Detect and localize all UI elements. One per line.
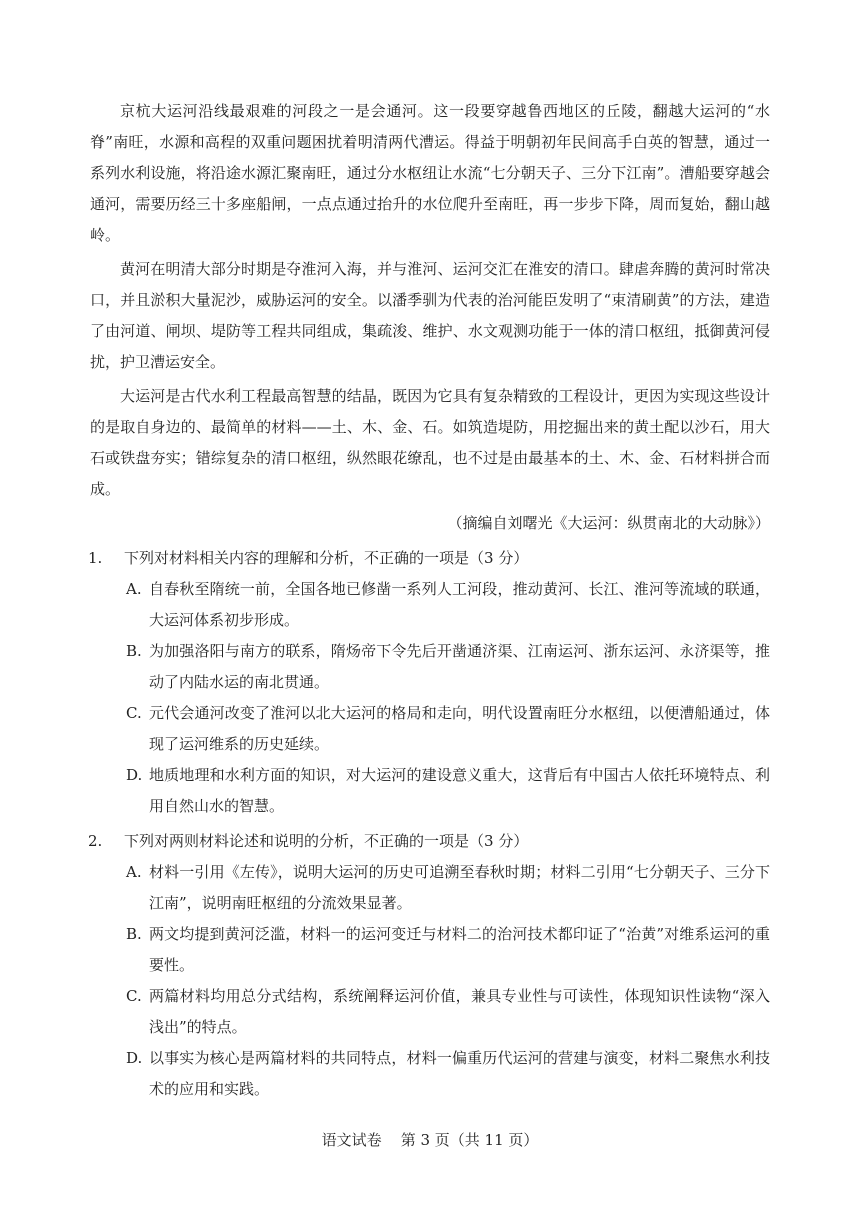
option-label: D. xyxy=(126,766,143,784)
option-text: 两文均提到黄河泛滥，材料一的运河变迁与材料二的治河技术都印证了“治黄”对维系运河的重要性。 xyxy=(149,925,770,974)
option-label: A. xyxy=(126,863,142,881)
option-label: A. xyxy=(126,580,142,598)
option-c xyxy=(126,698,770,760)
option-d xyxy=(126,1043,770,1105)
page-footer xyxy=(0,1130,860,1150)
passage-paragraph-3: 大运河是古代水利工程最高智慧的结晶，既因为它具有复杂精致的工程设计，更因为实现这些设计的是取自身边的、最简单的材料——土、木、金、石。如筑造堤防，用挖掘出来的黄土配以沙石，用大石或铁盘夯实；错综复杂的清口枢纽，纵然眼花缭乱，也不过是由最基本的土、木、金、石材料拼合而成。 xyxy=(90,387,770,498)
footer-subject: 语文试卷 xyxy=(321,1131,382,1149)
option-a xyxy=(126,574,770,636)
option-label: C. xyxy=(126,704,142,722)
option-label: C. xyxy=(126,987,142,1005)
passage-source: （摘编自刘曙光《大运河：纵贯南北的大动脉》） xyxy=(447,514,770,532)
question-number: 2. xyxy=(88,832,103,850)
option-label: D. xyxy=(126,1049,143,1067)
passage-paragraph-2: 黄河在明清大部分时期是夺淮河入海，并与淮河、运河交汇在淮安的清口。肆虐奔腾的黄河时常决口，并且淤积大量泥沙，威胁运河的安全。以潘季驯为代表的治河能臣发明了“束清刷黄”的方法，建造了由河道、闸坝、堤防等工程共同组成，集疏浚、维护、水文观测功能于一体的清口枢纽，抵御黄河侵扰，护卫漕运安全。 xyxy=(90,260,770,371)
reading-passage xyxy=(90,96,770,1105)
option-text: 以事实为核心是两篇材料的共同特点，材料一偏重历代运河的营建与演变，材料二聚焦水利技术的应用和实践。 xyxy=(149,1049,770,1098)
option-label: B. xyxy=(126,925,142,943)
question-stem xyxy=(88,826,770,857)
option-label: B. xyxy=(126,642,142,660)
footer-page-number: 第 3 页（共 11 页） xyxy=(400,1131,539,1149)
option-text: 材料一引用《左传》，说明大运河的历史可追溯至春秋时期；材料二引用“七分朝天子、三分下江南”，说明南旺枢纽的分流效果显著。 xyxy=(149,863,770,912)
question-stem xyxy=(88,543,770,574)
option-text: 两篇材料均用总分式结构，系统阐释运河价值，兼具专业性与可读性，体现知识性读物“深入浅出”的特点。 xyxy=(149,987,770,1036)
question-1 xyxy=(90,543,770,822)
question-number: 1. xyxy=(88,549,103,567)
option-d xyxy=(126,760,770,822)
question-text: 下列对两则材料论述和说明的分析，不正确的一项是（3 分） xyxy=(124,832,529,850)
option-a xyxy=(126,857,770,919)
passage-paragraph-1: 京杭大运河沿线最艰难的河段之一是会通河。这一段要穿越鲁西地区的丘陵，翻越大运河的“水脊”南旺，水源和高程的双重问题困扰着明清两代漕运。得益于明朝初年民间高手白英的智慧，通过一系列水利设施，将沿途水源汇聚南旺，通过分水枢纽让水流“七分朝天子、三分下江南”。漕船要穿越会通河，需要历经三十多座船闸，一点点通过抬升的水位爬升至南旺，再一步步下降，周而复始，翻山越岭。 xyxy=(90,102,770,244)
option-b xyxy=(126,636,770,698)
option-text: 为加强洛阳与南方的联系，隋炀帝下令先后开凿通济渠、江南运河、浙东运河、永济渠等，推动了内陆水运的南北贯通。 xyxy=(149,642,770,691)
option-text: 元代会通河改变了淮河以北大运河的格局和走向，明代设置南旺分水枢纽，以便漕船通过，体现了运河维系的历史延续。 xyxy=(149,704,770,753)
question-2 xyxy=(90,826,770,1105)
option-b xyxy=(126,919,770,981)
option-text: 自春秋至隋统一前，全国各地已修凿一系列人工河段，推动黄河、长江、淮河等流域的联通，大运河体系初步形成。 xyxy=(149,580,770,629)
question-text: 下列对材料相关内容的理解和分析，不正确的一项是（3 分） xyxy=(124,549,529,567)
option-text: 地质地理和水利方面的知识，对大运河的建设意义重大，这背后有中国古人依托环境特点、利用自然山水的智慧。 xyxy=(149,766,770,815)
option-c xyxy=(126,981,770,1043)
